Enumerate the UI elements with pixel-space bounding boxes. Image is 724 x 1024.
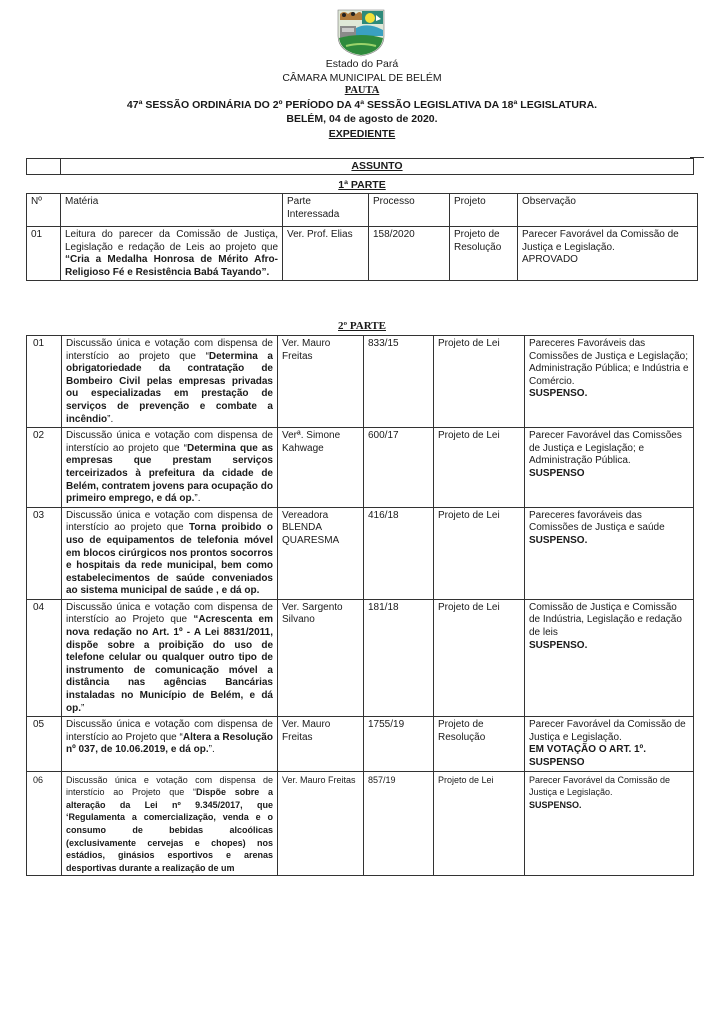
parte2-table xyxy=(26,335,694,876)
row-parte: Vereadora BLENDA QUARESMA xyxy=(278,507,364,599)
materia-text: Discussão única e votação com dispensa de interstício ao Projeto que “ xyxy=(66,719,273,743)
row-processo: 857/19 xyxy=(364,771,434,876)
materia-tail: ”. xyxy=(107,413,114,425)
materia-tail: ”. xyxy=(208,744,215,756)
materia-bold-text: Altera a Resolução nº 037, de 10.06.2019, e dá op. xyxy=(66,731,273,756)
row-materia xyxy=(62,717,278,771)
row-parte: Ver. Mauro Freitas xyxy=(278,771,364,876)
row-num: 06 xyxy=(27,771,62,876)
status-badge: SUSPENSO. xyxy=(529,388,588,400)
row-materia xyxy=(61,227,283,281)
parte2-title: 2º PARTE xyxy=(338,320,386,332)
row-observacao xyxy=(525,336,694,428)
table-header-row xyxy=(27,194,698,227)
obs-text: Parecer Favorável das Comissões de Justiça e Legislação; e Administração Pública. xyxy=(529,430,682,467)
status-badge: SUSPENSO. xyxy=(529,534,588,546)
materia-bold-text: Dispõe sobre a alteração da Lei nº 9.345/2017, que ‘Regulamenta a comercialização, venda e o consumo de bebidas alcoólicas (exclusivamente cervejas e chopes) nos estádios, ginásios esportivos e arenas desportivas durante a realização de um xyxy=(66,787,273,873)
status-badge-secondary: SUSPENSO xyxy=(529,757,585,768)
obs-text: Parecer Favorável da Comissão de Justiça e Legislação. xyxy=(522,229,679,253)
doc-type-title: PAUTA xyxy=(344,85,380,96)
status-badge: SUSPENSO. xyxy=(529,799,582,810)
materia-bold-text: “Cria a Medalha Honrosa de Mérito Afro-Religioso Fé e Resistência Babá Tayando”. xyxy=(65,254,278,278)
row-projeto: Projeto de Lei xyxy=(434,428,525,508)
col-header-projeto: Projeto xyxy=(450,194,518,227)
row-materia xyxy=(62,507,278,599)
section-title: EXPEDIENTE xyxy=(328,128,396,140)
obs-text: Pareceres favoráveis das Comissões de Justiça e saúde xyxy=(529,509,665,534)
row-materia xyxy=(62,428,278,508)
row-parte: Ver. Mauro Freitas xyxy=(278,336,364,428)
materia-text: Discussão única e votação com dispensa de interstício ao projeto que “ xyxy=(66,338,273,362)
table-row xyxy=(27,507,694,599)
materia-bold-text: “Acrescenta em nova redação no Art. 1º - A Lei 8831/2011, dispõe sobre a proibição do uso de telefone celular ou qualquer outro tipo de instrumento de comunicação móvel a distância nas agências Bancárias instaladas no Município de Belém, e dá op. xyxy=(66,614,273,714)
materia-text: Discussão única e votação com dispensa de interstício ao projeto que “ xyxy=(66,430,273,454)
state-name: Estado do Pará xyxy=(325,58,399,70)
row-processo: 181/18 xyxy=(364,599,434,716)
session-title: 47ª SESSÃO ORDINÁRIA DO 2º PERÍODO DA 4ª SESSÃO LEGISLATIVA DA 18ª LEGISLATURA. xyxy=(126,99,598,111)
col-header-processo: Processo xyxy=(369,194,450,227)
materia-text: Discussão única e votação com dispensa de interstício ao projeto que xyxy=(66,509,273,534)
status-badge: SUSPENSO. xyxy=(529,639,588,651)
row-num: 01 xyxy=(27,336,62,428)
materia-bold-text: Torna proibido o uso de equipamentos de telefonia móvel em blocos cirúrgicos nos prontos socorros e hospitais da rede municipal, bem como estabelecimentos de saúde conveniados ao sistema municipal de saúde , e dá op. xyxy=(66,522,273,597)
materia-tail: ”. xyxy=(194,493,201,505)
obs-text: Parecer Favorável da Comissão de Justiça e Legislação. xyxy=(529,774,671,798)
row-parte: Ver. Mauro Freitas xyxy=(278,717,364,771)
row-num: 05 xyxy=(27,717,62,771)
row-parte: Verª. Simone Kahwage xyxy=(278,428,364,508)
row-num: 01 xyxy=(27,227,61,281)
assunto-label: ASSUNTO xyxy=(61,159,694,175)
status-badge: SUSPENSO xyxy=(529,467,585,479)
assunto-table xyxy=(26,158,694,175)
row-projeto: Projeto de Lei xyxy=(434,336,525,428)
materia-bold-text: Determina a obrigatoriedade da contratação de Bombeiro Civil pelas empresas privadas ou especializadas em prestação de serviços de prevenção e combate a incêndio xyxy=(66,350,273,425)
table-row xyxy=(27,717,694,771)
row-materia xyxy=(62,771,278,876)
row-projeto: Projeto de Lei xyxy=(434,507,525,599)
row-materia xyxy=(62,336,278,428)
row-processo: 1755/19 xyxy=(364,717,434,771)
row-processo: 600/17 xyxy=(364,428,434,508)
row-processo: 416/18 xyxy=(364,507,434,599)
row-observacao xyxy=(518,227,698,281)
table-row xyxy=(27,599,694,716)
parte1-title: 1ª PARTE xyxy=(338,179,386,191)
assunto-empty-cell xyxy=(27,159,61,175)
row-processo: 833/15 xyxy=(364,336,434,428)
coat-of-arms-logo xyxy=(332,6,390,58)
row-observacao xyxy=(525,428,694,508)
obs-text: Pareceres Favoráveis das Comissões de Justiça e Legislação; Administração Pública; e Indústria e Comércio. xyxy=(529,338,689,387)
row-num: 02 xyxy=(27,428,62,508)
status-badge: EM VOTAÇÃO O ART. 1º. xyxy=(529,744,646,756)
table-row xyxy=(27,771,694,876)
col-header-materia: Matéria xyxy=(61,194,283,227)
session-date: BELÉM, 04 de agosto de 2020. xyxy=(286,113,438,125)
row-observacao xyxy=(525,771,694,876)
row-parte: Ver. Prof. Elias xyxy=(283,227,369,281)
table-row xyxy=(27,336,694,428)
row-parte: Ver. Sargento Silvano xyxy=(278,599,364,716)
row-projeto: Projeto de Resolução xyxy=(450,227,518,281)
parte1-table xyxy=(26,193,698,281)
row-projeto: Projeto de Resolução xyxy=(434,717,525,771)
row-observacao xyxy=(525,599,694,716)
status-text: APROVADO xyxy=(522,254,578,266)
row-projeto: Projeto de Lei xyxy=(434,599,525,716)
chamber-name: CÂMARA MUNICIPAL DE BELÉM xyxy=(282,72,442,84)
row-observacao xyxy=(525,717,694,771)
materia-text: Leitura do parecer da Comissão de Justiça, Legislação e redação de Leis ao projeto que xyxy=(65,229,278,253)
row-processo: 158/2020 xyxy=(369,227,450,281)
row-projeto: Projeto de Lei xyxy=(434,771,525,876)
row-materia xyxy=(62,599,278,716)
table-row xyxy=(27,227,698,281)
table-row xyxy=(27,428,694,508)
col-header-observacao: Observação xyxy=(518,194,698,227)
row-num: 03 xyxy=(27,507,62,599)
col-header-num: Nº xyxy=(27,194,61,227)
obs-text: Comissão de Justiça e Comissão de Indústria, Legislação e redação de leis xyxy=(529,601,682,639)
row-num: 04 xyxy=(27,599,62,716)
col-header-parte: Parte Interessada xyxy=(283,194,369,227)
obs-text: Parecer Favorável da Comissão de Justiça e Legislação. xyxy=(529,719,686,743)
materia-text: Discussão única e votação com dispensa de interstício ao Projeto que “ xyxy=(66,774,273,798)
materia-tail: ” xyxy=(81,702,85,714)
row-observacao xyxy=(525,507,694,599)
materia-bold-text: Determina que as empresas que prestam serviços terceirizados à prefeitura da cidade de Belém, contratem jovens para ocupação do primeiro emprego, e dá op. xyxy=(66,442,273,505)
materia-text: Discussão única e votação com dispensa de interstício ao Projeto que xyxy=(66,601,273,626)
